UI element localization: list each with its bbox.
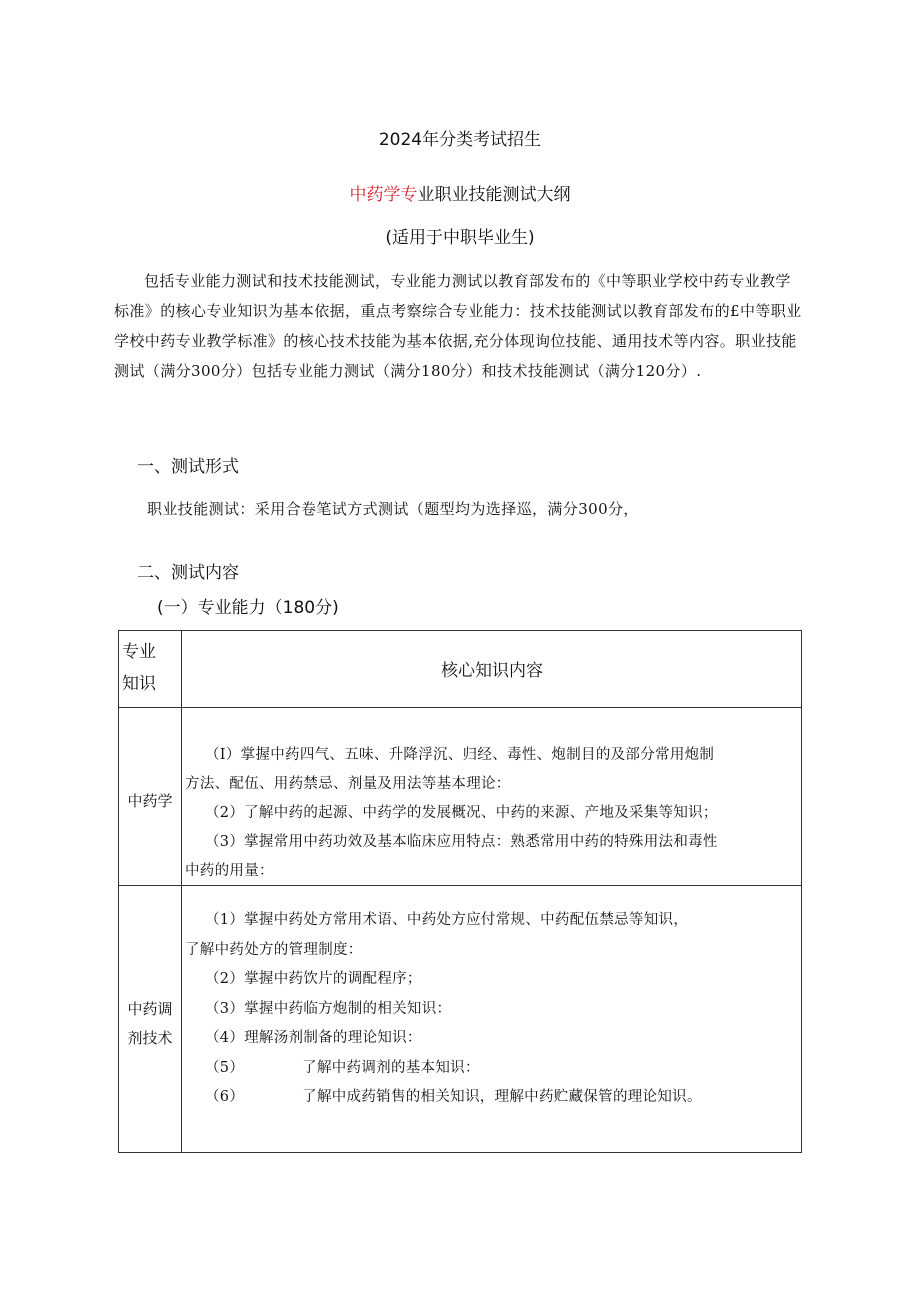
- table-row-divider: [119, 707, 801, 708]
- test-format-text: 职业技能测试：采用合卷笔试方式测试（题型均为选择巡，满分300分，: [147, 500, 639, 518]
- table-column-divider: [181, 631, 182, 1152]
- content-line: （I）掌握中药四气、五味、升降浮沉、归经、毒性、炮制目的及部分常用炮制: [205, 747, 715, 763]
- item-text: 了解中成药销售的相关知识，理解中药贮藏保管的理论知识。: [302, 1089, 702, 1105]
- table-category-dispensing: [121, 995, 179, 1053]
- table-header-category-line: 专业: [122, 642, 156, 662]
- intro-paragraph: 包括专业能力测试和技术技能测试，专业能力测试以教育部发布的《中等职业学校中药专业教学标准》的核心专业知识为基本依据，重点考察综合专业能力：技术技能测试以教育部发布的£中等职业学校中药专业教学标准》的核心技术技能为基本依据,充分体现询位技能、通用技术等内容。职业技能测试（满分300分）包括专业能力测试（满分180分）和技术技能测试（满分120分）.: [114, 272, 802, 380]
- subsection-heading-professional-ability: (一）专业能力（180分): [157, 598, 339, 618]
- syllabus-title-highlight: 中药学专: [349, 185, 418, 205]
- item-number: （6）: [205, 1089, 245, 1105]
- exam-year-title: 2024年分类考试招生: [378, 130, 542, 150]
- table-category-pharmacology: 中药学: [127, 792, 173, 810]
- syllabus-title-rest: 业职业技能测试大纲: [417, 185, 571, 205]
- section-heading-test-content: 二、测试内容: [137, 563, 239, 583]
- table-category-line: 中药调: [127, 1000, 173, 1018]
- item-number: （5）: [205, 1059, 245, 1076]
- content-line: （3）掌握常用中药功效及基本临床应用特点：熟悉常用中药的特殊用法和毒性: [205, 834, 718, 850]
- audience-subtitle: (适用于中职毕业生): [385, 228, 535, 248]
- content-line: （4）理解汤剂制备的理论知识：: [205, 1030, 422, 1046]
- table-header-category: [122, 636, 178, 700]
- table-cell-dispensing-content: [185, 906, 797, 1113]
- content-line: （3）掌握中药临方炮制的相关知识：: [205, 1000, 452, 1017]
- content-line: （2）掌握中药饮片的调配程序；: [205, 971, 422, 987]
- table-cell-pharmacology-content: [185, 741, 797, 886]
- content-line: [185, 1054, 797, 1084]
- content-line: 了解中药处方的管理制度：: [185, 941, 363, 958]
- content-line: （1）掌握中药处方常用术语、中药处方应付常规、中药配伍禁忌等知识，: [205, 912, 689, 928]
- syllabus-title: [0, 183, 920, 207]
- table-header-content: 核心知识内容: [441, 661, 543, 681]
- table-category-line: 剂技术: [127, 1029, 173, 1047]
- table-header-category-line: 知识: [122, 674, 156, 694]
- content-line: [185, 1083, 797, 1113]
- knowledge-table: [118, 630, 802, 1153]
- content-line: （2）了解中药的起源、中药学的发展概况、中药的来源、产地及采集等知识；: [205, 805, 718, 821]
- content-line: 方法、配伍、用药禁忌、剂量及用法等基本理论：: [185, 776, 511, 792]
- item-text: 了解中药调剂的基本知识：: [302, 1059, 480, 1076]
- content-line: 中药的用量：: [185, 863, 274, 879]
- section-heading-test-format: 一、测试形式: [137, 457, 239, 477]
